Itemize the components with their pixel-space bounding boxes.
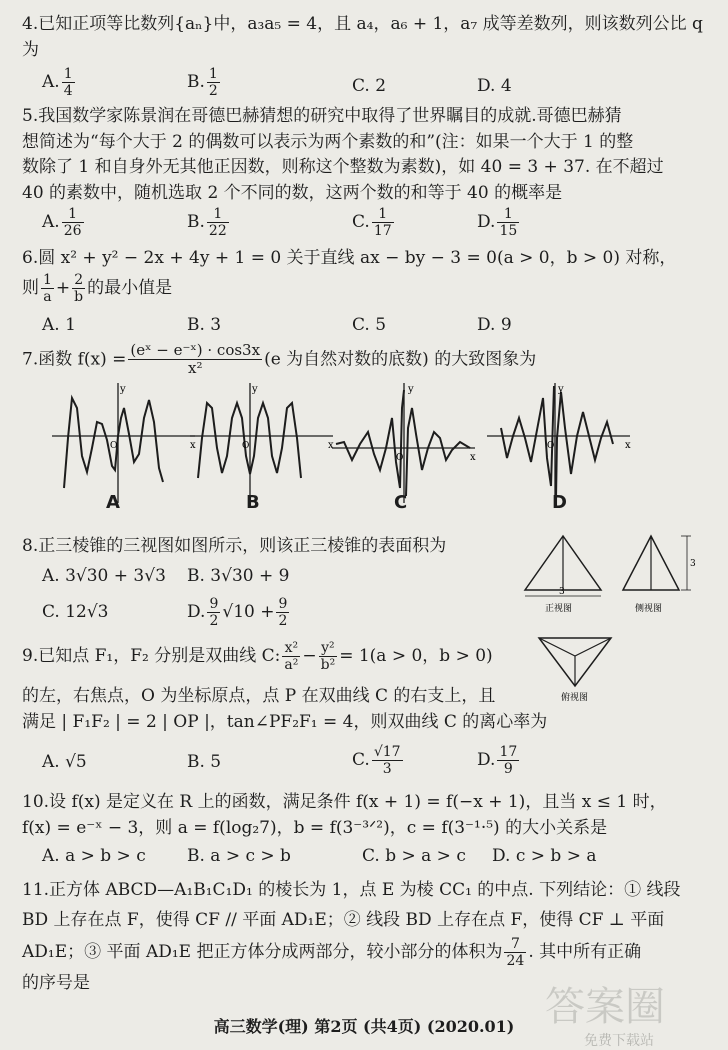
- graph-d-x-label: x: [625, 440, 631, 451]
- three-views-figure: [515, 528, 715, 703]
- graph-a-y-label: y: [120, 384, 126, 395]
- q9-option-c: C. $\frac{√17}{3}$: [352, 744, 401, 778]
- q6-option-b: B. 3: [187, 315, 222, 335]
- q5-option-d: D. $\frac{1}{15}$: [477, 206, 518, 240]
- q6-option-a: A. 1: [42, 315, 76, 335]
- q5-option-c: C. $\frac{1}{17}$: [352, 206, 392, 240]
- graph-b-origin: O: [242, 441, 250, 451]
- q6-option-c: C. 5: [352, 315, 387, 335]
- q10-line2: f(x) = e⁻ˣ − 3，则 a = f(log₂7)，b = f(3⁻³ᐟ²)，c = f(3⁻¹·⁵) 的大小关系是: [22, 817, 608, 838]
- graph-b-label: B: [246, 492, 260, 513]
- question-4: [22, 12, 702, 63]
- q9-line1: 9.已知点 F₁，F₂ 分别是双曲线 C: $\frac{\text{x²}}{\text{a²}}$ − $\frac{\text{y²}}{\text{b²}}$ = 1(a > 0，b > 0): [22, 640, 493, 674]
- question-9: [22, 640, 702, 673]
- q4-option-d: D. 4: [477, 76, 512, 96]
- q6-line1: 6.圆 x² + y² − 2x + 4y + 1 = 0 关于直线 ax − by − 3 = 0(a > 0，b > 0) 对称，: [22, 248, 677, 268]
- q11-line2: BD 上存在点 F，使得 CF // 平面 AD₁E；② 线段 BD 上存在点 F，使得 CF ⊥ 平面: [22, 909, 665, 930]
- q10-option-d: D. c > b > a: [492, 846, 597, 866]
- q9-option-b: B. 5: [187, 752, 222, 772]
- q11-line3: AD₁E；③ 平面 AD₁E 把正方体分成两部分，较小部分的体积为 $\frac{7}{24}$ . 其中所有正确: [22, 935, 642, 969]
- side-view-caption: 侧视图: [635, 604, 663, 614]
- graph-b: [188, 378, 338, 508]
- question-10: [22, 790, 702, 841]
- graph-d-origin: O: [547, 441, 555, 451]
- q10-line1: 10.设 f(x) 是定义在 R 上的函数，满足条件 f(x + 1) = f(−x + 1)，且当 x ≤ 1 时，: [22, 792, 667, 812]
- graph-d-label: D: [552, 492, 567, 513]
- q10-option-b: B. a > c > b: [187, 846, 291, 866]
- question-5: [22, 104, 702, 206]
- q8-option-c: C. 12√3: [42, 602, 109, 622]
- graph-a-x-label: x: [190, 440, 196, 451]
- watermark-logo: 答案圈: [545, 984, 665, 1030]
- graph-c-y-label: y: [408, 384, 414, 395]
- q11-line4: 的序号是: [22, 972, 90, 993]
- q8-option-d: D. $\frac{9}{2}$ √10 + $\frac{9}{2}$: [187, 596, 288, 630]
- q8-option-b: B. 3√30 + 9: [187, 566, 290, 586]
- q10-option-a: A. a > b > c: [42, 846, 146, 866]
- q9-option-d: D. $\frac{17}{9}$: [477, 744, 518, 778]
- question-6: [22, 246, 702, 305]
- front-view-dimension: 3: [559, 587, 565, 597]
- q8-line1: 8.正三棱锥的三视图如图所示，则该正三棱锥的表面积为: [22, 536, 447, 556]
- q5-line2: 想简述为“每个大于 2 的偶数可以表示为两个素数的和”(注：如果一个大于 1 的整: [22, 131, 634, 152]
- q10-option-c: C. b > a > c: [362, 846, 466, 866]
- q5-line1: 5.我国数学家陈景润在哥德巴赫猜想的研究中取得了世界瞩目的成就.哥德巴赫猜: [22, 106, 622, 126]
- q4-option-c: C. 2: [352, 76, 387, 96]
- watermark-text: 免费下载站: [584, 1033, 654, 1049]
- q11-line1: 11.正方体 ABCD—A₁B₁C₁D₁ 的棱长为 1，点 E 为棱 CC₁ 的中点. 下列结论：① 线段: [22, 880, 681, 900]
- graph-b-y-label: y: [252, 384, 258, 395]
- page-footer: 高三数学(理) 第2页 (共4页) (2020.01): [213, 1017, 515, 1036]
- graph-d: [485, 378, 635, 508]
- graph-c-x-label: x: [470, 452, 476, 463]
- graph-a: [50, 378, 200, 508]
- graph-c-origin: O: [396, 453, 404, 463]
- q5-option-b: B. $\frac{1}{22}$: [187, 206, 227, 240]
- q4-option-a: A. $\frac{1}{4}$: [42, 66, 73, 100]
- top-view-caption: 俯视图: [561, 693, 589, 703]
- q4-line1: 4.已知正项等比数列{aₙ}中，a₃a₅ = 4，且 a₄，a₆ + 1，a₇ 成等差数列，则该数列公比 q: [22, 14, 703, 34]
- q4-line2: 为: [22, 39, 39, 60]
- q4-option-b: B. $\frac{1}{2}$: [187, 66, 218, 100]
- q5-line3: 数除了 1 和自身外无其他正因数，则称这个整数为素数)，如 40 = 3 + 37. 在不超过: [22, 157, 664, 177]
- question-7: [22, 342, 702, 378]
- q9-option-a: A. √5: [42, 752, 87, 772]
- graph-c: [330, 378, 480, 508]
- q6-option-d: D. 9: [477, 315, 512, 335]
- q6-line2: 则 $\frac{1}{a}$ + $\frac{2}{b}$ 的最小值是: [22, 271, 173, 305]
- q5-line4: 40 的素数中，随机选取 2 个不同的数，这两个数的和等于 40 的概率是: [22, 182, 563, 203]
- side-view-dimension: 3: [690, 559, 696, 569]
- graph-d-y-label: y: [558, 384, 564, 395]
- q5-option-a: A. $\frac{1}{26}$: [42, 206, 82, 240]
- graph-a-origin: O: [110, 441, 118, 451]
- q9-line3: 满足 | F₁F₂ | = 2 | OP |，tan∠PF₂F₁ = 4，则双曲线 C 的离心率为: [22, 711, 548, 732]
- q7-stem: 7.函数 f(x) = $\frac{\text{(eˣ − e⁻ˣ) · cos3x}}{\text{x²}}$ (e 为自然对数的底数) 的大致图象为: [22, 341, 537, 378]
- graph-b-x-label: x: [328, 440, 334, 451]
- question-9-cont: [22, 684, 702, 735]
- q8-option-a: A. 3√30 + 3√3: [42, 566, 166, 586]
- front-view-caption: 正视图: [545, 604, 573, 614]
- q9-line2: 的左，右焦点，O 为坐标原点，点 P 在双曲线 C 的右支上，且: [22, 686, 496, 706]
- graph-c-label: C: [394, 492, 408, 513]
- graph-a-label: A: [106, 492, 120, 513]
